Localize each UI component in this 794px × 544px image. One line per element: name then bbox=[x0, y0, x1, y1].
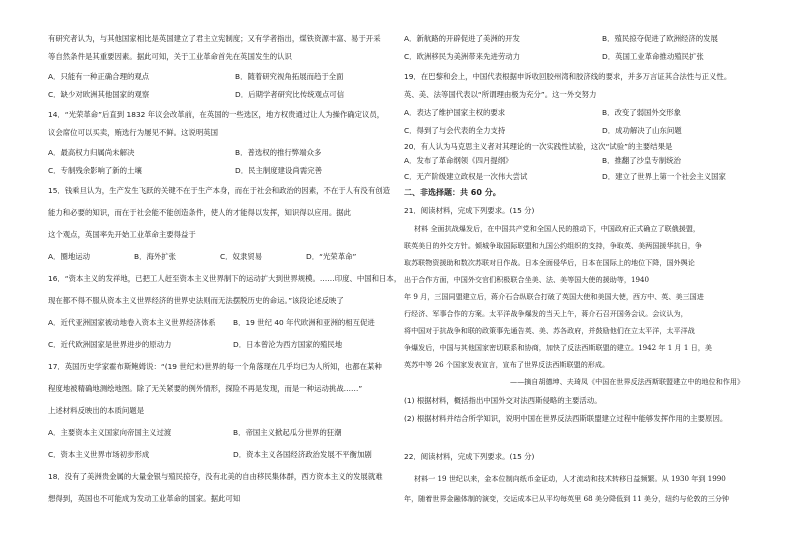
material-line: 将中国对于抗战争和联的政策事先通告英、美、苏各政府，并鼓励他们在立太平洋，太平洋战 bbox=[404, 326, 695, 335]
q18-stem-line2: 想得到，英国也不可能成为发动工业革命的国家。据此可知 bbox=[48, 494, 241, 503]
q16-option-d[interactable]: D．日本曾沦为西方国家的殖民地 bbox=[233, 340, 343, 349]
q13-stem-line2: 等自然条件是其重要因素。据此可知，关于工业革命首先在英国发生的认识 bbox=[48, 52, 292, 61]
q22-heading: 22．阅读材料，完成下列要求。(15 分) bbox=[404, 452, 535, 461]
section-heading: 二、非选择题：共 60 分。 bbox=[404, 188, 501, 197]
q15-option-b[interactable]: B．海外扩张 bbox=[134, 252, 177, 261]
q13-option-a[interactable]: A．只能有一种正确合理的观点 bbox=[48, 72, 150, 81]
material-line: 取苏联物资援助和数次苏联对日作战。日本全面侵华后，日本在国际上的地位下降，国外舆论 bbox=[404, 258, 695, 267]
material-source: ——摘自胡德坤、夫琦凤《中国在世界反法西斯联盟建立中的地位和作用》 bbox=[510, 377, 745, 386]
q15-stem-line1: 15．钱乘旦认为，生产发生飞跃的关键不在于生产本身，而在于社会和政治的因素，不在于人有没有创造 bbox=[48, 186, 390, 195]
q15-option-a[interactable]: A．圈地运动 bbox=[48, 252, 91, 261]
q16-option-b[interactable]: B．19 世纪 40 年代欧洲和亚洲的相互促进 bbox=[233, 318, 375, 327]
q17-stem-line3: 上述材料反映出的本质问题是 bbox=[48, 406, 145, 415]
q19-option-a[interactable]: A．表达了维护国家主权的要求 bbox=[404, 108, 506, 117]
q16-option-a[interactable]: A．近代亚洲国家被动地卷入资本主义世界经济体系 bbox=[48, 318, 216, 327]
q13-option-d[interactable]: D．后期学者研究比传统观点可信 bbox=[235, 90, 345, 99]
q14-option-c[interactable]: C．专制残余影响了新的土壤 bbox=[48, 166, 142, 175]
q14-stem-line1: 14．“光荣革命”后直到 1832 年议会改革前，在英国的一些选区，地方权贵通过让人为操作确定议员， bbox=[48, 110, 385, 119]
q14-option-d[interactable]: D．民主制度建设尚需完善 bbox=[235, 166, 322, 175]
q13-stem-line1: 有研究者认为，与其他国家相比是英国建立了君主立宪制度；又有学者指出，煤铁资源丰富、易于开采 bbox=[48, 34, 381, 43]
q16-option-c[interactable]: C．近代欧洲国家是世界进步的原动力 bbox=[48, 340, 172, 349]
q16-stem-line1: 16．“资本主义的发祥地，已把工人赶至资本主义世界制下的运动扩大到世界规模。……印度、中国和日本， bbox=[48, 274, 402, 283]
q20-option-d[interactable]: D．建立了世界上第一个社会主义国家 bbox=[602, 172, 726, 181]
q17-option-a[interactable]: A．主要资本主义国家向帝国主义过渡 bbox=[48, 428, 172, 437]
q18-option-c[interactable]: C．欧洲移民为美洲带来先进劳动力 bbox=[404, 52, 521, 61]
q17-stem-line2: 程度地被精确地测绘地图。除了无关紧要的例外情形，探险不再是发现，而是一种运动挑战……” bbox=[48, 384, 363, 393]
q18-option-a[interactable]: A．新航路的开辟促进了美洲的开发 bbox=[404, 34, 520, 43]
q14-option-a[interactable]: A．最高权力归属尚未解决 bbox=[48, 148, 135, 157]
q21-heading: 21．阅读材料，完成下列要求。(15 分) bbox=[404, 206, 535, 215]
q18-option-b[interactable]: B．殖民掠夺促进了欧洲经济的发展 bbox=[602, 34, 718, 43]
q19-stem-line2: 英、美、法等国代表以“所谓理由极为充分”。这一外交努力 bbox=[404, 90, 597, 99]
q17-stem-line1: 17．英国历史学家霍布斯鲍姆说：“(19 世纪末)世界的每一个角落现在几乎均已为人所知，也都在某种 bbox=[48, 362, 382, 371]
q15-stem-line2: 能力和必要的知识，而在于社会能不能创造条件，使人的才能得以发挥，知识得以应用。据此 bbox=[48, 208, 352, 217]
q15-option-c[interactable]: C．奴隶贸易 bbox=[220, 252, 263, 261]
material-line: 年，随着世界金融体制的演变，交运成本已从平均每英里 68 美分降低到 11 美分，纽约与伦敦的三分钟 bbox=[404, 494, 730, 503]
q17-option-b[interactable]: B．帝国主义掀起瓜分世界的狂潮 bbox=[233, 428, 342, 437]
q15-stem-line3: 这个观点，英国率先开始工业革命主要得益于 bbox=[48, 230, 196, 239]
q13-option-c[interactable]: C．缺少对欧洲其他国家的观察 bbox=[48, 90, 150, 99]
q20-option-c[interactable]: C．无产阶级建立政权是一次伟大尝试 bbox=[404, 172, 528, 181]
material-line: 行经济、军事合作的方案。太平洋战争爆发的当天上午，蒋介石召开国务会议。会议认为， bbox=[404, 309, 688, 318]
q19-option-d[interactable]: D．成功解决了山东问题 bbox=[602, 126, 682, 135]
q14-option-b[interactable]: B．普选权的推行弊端众多 bbox=[235, 148, 322, 157]
q20-option-a[interactable]: A．发布了革命纲领《四月提纲》 bbox=[404, 156, 513, 165]
material-line: 联英美日的外交方针。倾城争取国际联盟和九国公约组织的支持，争取英、美两国援华抗日，争 bbox=[404, 241, 702, 250]
q20-option-b[interactable]: B．推翻了沙皇专制统治 bbox=[602, 156, 681, 165]
q19-option-b[interactable]: B．改变了弱国外交形象 bbox=[602, 108, 681, 117]
q19-option-c[interactable]: C．得到了与会代表的全力支持 bbox=[404, 126, 506, 135]
material-line: 英苏中等 26 个国家发表宣言，宣布了世界反法西斯联盟的形成。 bbox=[404, 360, 610, 369]
material-line: 材料一 19 世纪以来，金本位制向纸币金证动，人才流动和技术转移日益频繁。从 1930 年到 1990 bbox=[414, 474, 726, 483]
q14-stem-line2: 议会席位可以买卖，贿选行为屡见不鲜。这说明英国 bbox=[48, 128, 218, 137]
q16-stem-line2: 现在都不得不服从资本主义世界经济的世界史法则而无法摆脱历史的命运。”该段论述反映了 bbox=[48, 296, 344, 305]
q18-stem-line1: 18．没有了美洲贵金属的大量金银与殖民掠夺，没有北美的自由移民集体群，西方资本主义的发展就难 bbox=[48, 472, 383, 481]
q17-option-c[interactable]: C．资本主义世界市场初步形成 bbox=[48, 450, 150, 459]
material-line: 出于合作方面，中国外交官们积极联合坐美、法、美等国大使的援助等，1940 bbox=[404, 275, 650, 284]
q17-option-d[interactable]: D．资本主义各国经济政治发展不平衡加剧 bbox=[233, 450, 372, 459]
q15-option-d[interactable]: D．“光荣革命” bbox=[306, 252, 357, 261]
material-line: 争爆发后，中国与其他国家密切联系和协商，加快了反法西斯联盟的建立。1942 年 1 月 1 日，美 bbox=[404, 343, 712, 352]
material-line: 材料 全面抗战爆发后，在中国共产党和全国人民的推动下，中国政府正式确立了联俄援盟， bbox=[414, 224, 701, 233]
q13-option-b[interactable]: B．随着研究视角拓展而趋于全面 bbox=[235, 72, 344, 81]
q19-stem-line1: 19．在巴黎和会上，中国代表根据申诉收回胶州湾和胶济线的要求，并多万言证其合法性与正义性。 bbox=[404, 72, 732, 81]
q21-subquestion-2: (2) 根据材料并结合所学知识，说明中国在世界反法西斯联盟建立过程中能够发挥作用的主要原因。 bbox=[404, 414, 728, 423]
q21-subquestion-1: (1) 根据材料，概括指出中国外交对法西斯侵略的主要活动。 bbox=[404, 396, 602, 405]
material-line: 年 9 月，三国同盟建立后，蒋介石合纵联合打破了英国大使和美国大使，西方中、英、美三国进 bbox=[404, 292, 704, 301]
q18-option-d[interactable]: D．英国工业革命推动殖民扩张 bbox=[602, 52, 704, 61]
q20-stem-line1: 20．有人认为马克思主义者对其理论的一次实践性试验，这次“试验”的主要结果是 bbox=[404, 142, 673, 151]
